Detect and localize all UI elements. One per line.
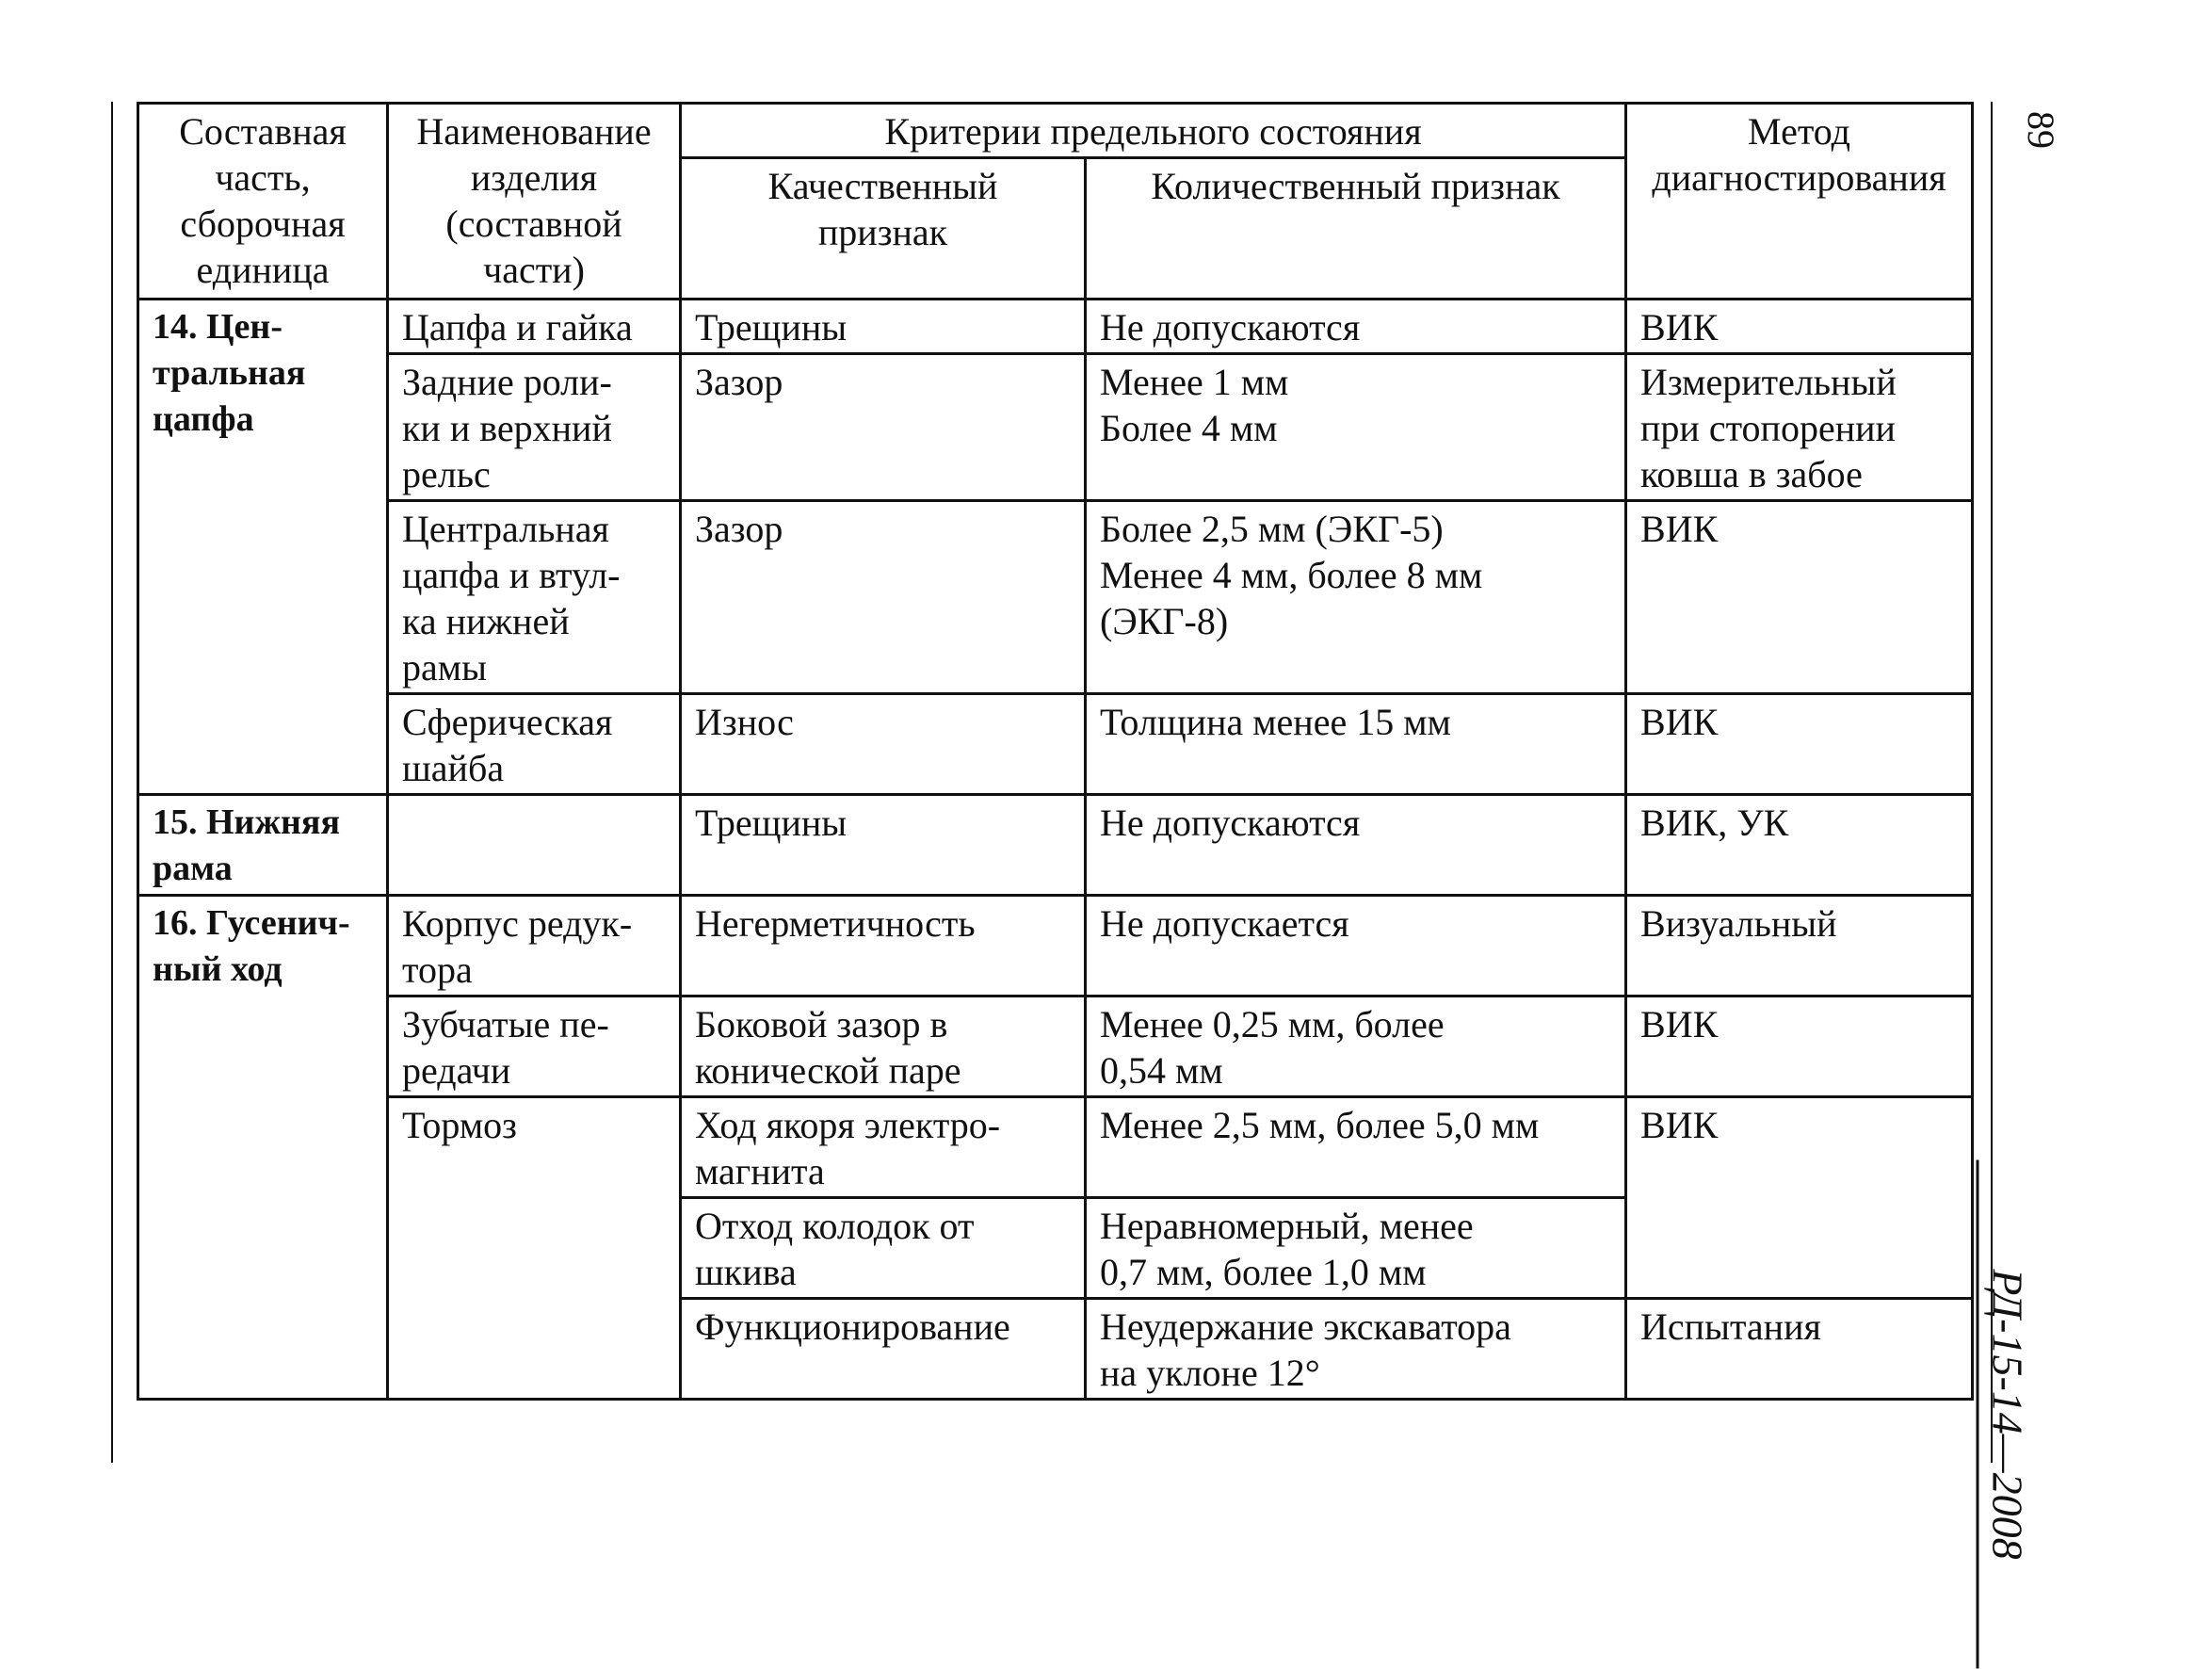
item-cell (388, 795, 681, 896)
qual-cell: Негерметичность (681, 896, 1086, 997)
qual-cell: Ход якоря электро- магнита (681, 1097, 1086, 1198)
qual-cell: Зазор (681, 501, 1086, 694)
quant-cell: Менее 2,5 мм, более 5,0 мм (1086, 1097, 1626, 1198)
unit-cell: 16. Гусенич- ный ход (138, 896, 388, 1400)
quant-cell: Неравномерный, менее 0,7 мм, более 1,0 мм (1086, 1198, 1626, 1299)
qual-cell: Боковой зазор в конической паре (681, 997, 1086, 1097)
method-cell: ВИК, УК (1626, 795, 1973, 896)
table-row (138, 501, 1973, 694)
quant-cell: Не допускаются (1086, 795, 1626, 896)
method-cell: ВИК (1626, 997, 1973, 1097)
qual-cell: Трещины (681, 795, 1086, 896)
table-row (138, 694, 1973, 795)
header-row-1 (138, 104, 1973, 158)
qual-cell: Износ (681, 694, 1086, 795)
method-cell: Визуальный (1626, 896, 1973, 997)
item-cell: Задние роли- ки и верхний рельс (388, 354, 681, 501)
qual-cell: Функционирование (681, 1299, 1086, 1400)
table-row (138, 795, 1973, 896)
header-criteria: Критерии предельного состояния (681, 104, 1626, 158)
quant-cell: Не допускаются (1086, 300, 1626, 354)
item-cell: Сферическая шайба (388, 694, 681, 795)
qual-cell: Зазор (681, 354, 1086, 501)
method-cell: ВИК (1626, 694, 1973, 795)
qual-cell: Отход колодок от шкива (681, 1198, 1086, 1299)
quant-cell: Толщина менее 15 мм (1086, 694, 1626, 795)
quant-cell: Менее 1 мм Более 4 мм (1086, 354, 1626, 501)
unit-cell: 15. Нижняя рама (138, 795, 388, 896)
quant-cell: Менее 0,25 мм, более 0,54 мм (1086, 997, 1626, 1097)
item-cell: Зубчатые пе- редачи (388, 997, 681, 1097)
table-row (138, 354, 1973, 501)
item-cell: Цапфа и гайка (388, 300, 681, 354)
criteria-table (137, 102, 1974, 1401)
item-cell: Тормоз (388, 1097, 681, 1400)
header-qualitative: Качественный признак (681, 158, 1086, 300)
method-cell: ВИК (1626, 300, 1973, 354)
header-method: Метод диагностирования (1626, 104, 1973, 300)
method-cell: ВИК (1626, 1097, 1973, 1299)
header-unit: Составная часть, сборочная единица (138, 104, 388, 300)
table-row (138, 997, 1973, 1097)
method-cell: Испытания (1626, 1299, 1973, 1400)
page-number: 89 (2020, 111, 2062, 149)
quant-cell: Не допускается (1086, 896, 1626, 997)
quant-cell: Неудержание экскаватора на уклоне 12° (1086, 1299, 1626, 1400)
document-code: РД-15-14—2008 (1977, 1160, 2036, 1669)
table-row (138, 896, 1973, 997)
method-cell: ВИК (1626, 501, 1973, 694)
table-row (138, 300, 1973, 354)
method-cell: Измерительный при стопорении ковша в забое (1626, 354, 1973, 501)
qual-cell: Трещины (681, 300, 1086, 354)
left-margin-line (111, 102, 113, 1463)
unit-cell: 14. Цен- тральная цапфа (138, 300, 388, 795)
item-cell: Центральная цапфа и втул- ка нижней рамы (388, 501, 681, 694)
header-quantitative: Количественный признак (1086, 158, 1626, 300)
header-item: Наименование изделия (составной части) (388, 104, 681, 300)
table-row (138, 1097, 1973, 1198)
item-cell: Корпус редук- тора (388, 896, 681, 997)
quant-cell: Более 2,5 мм (ЭКГ-5) Менее 4 мм, более 8 мм (ЭКГ-8) (1086, 501, 1626, 694)
